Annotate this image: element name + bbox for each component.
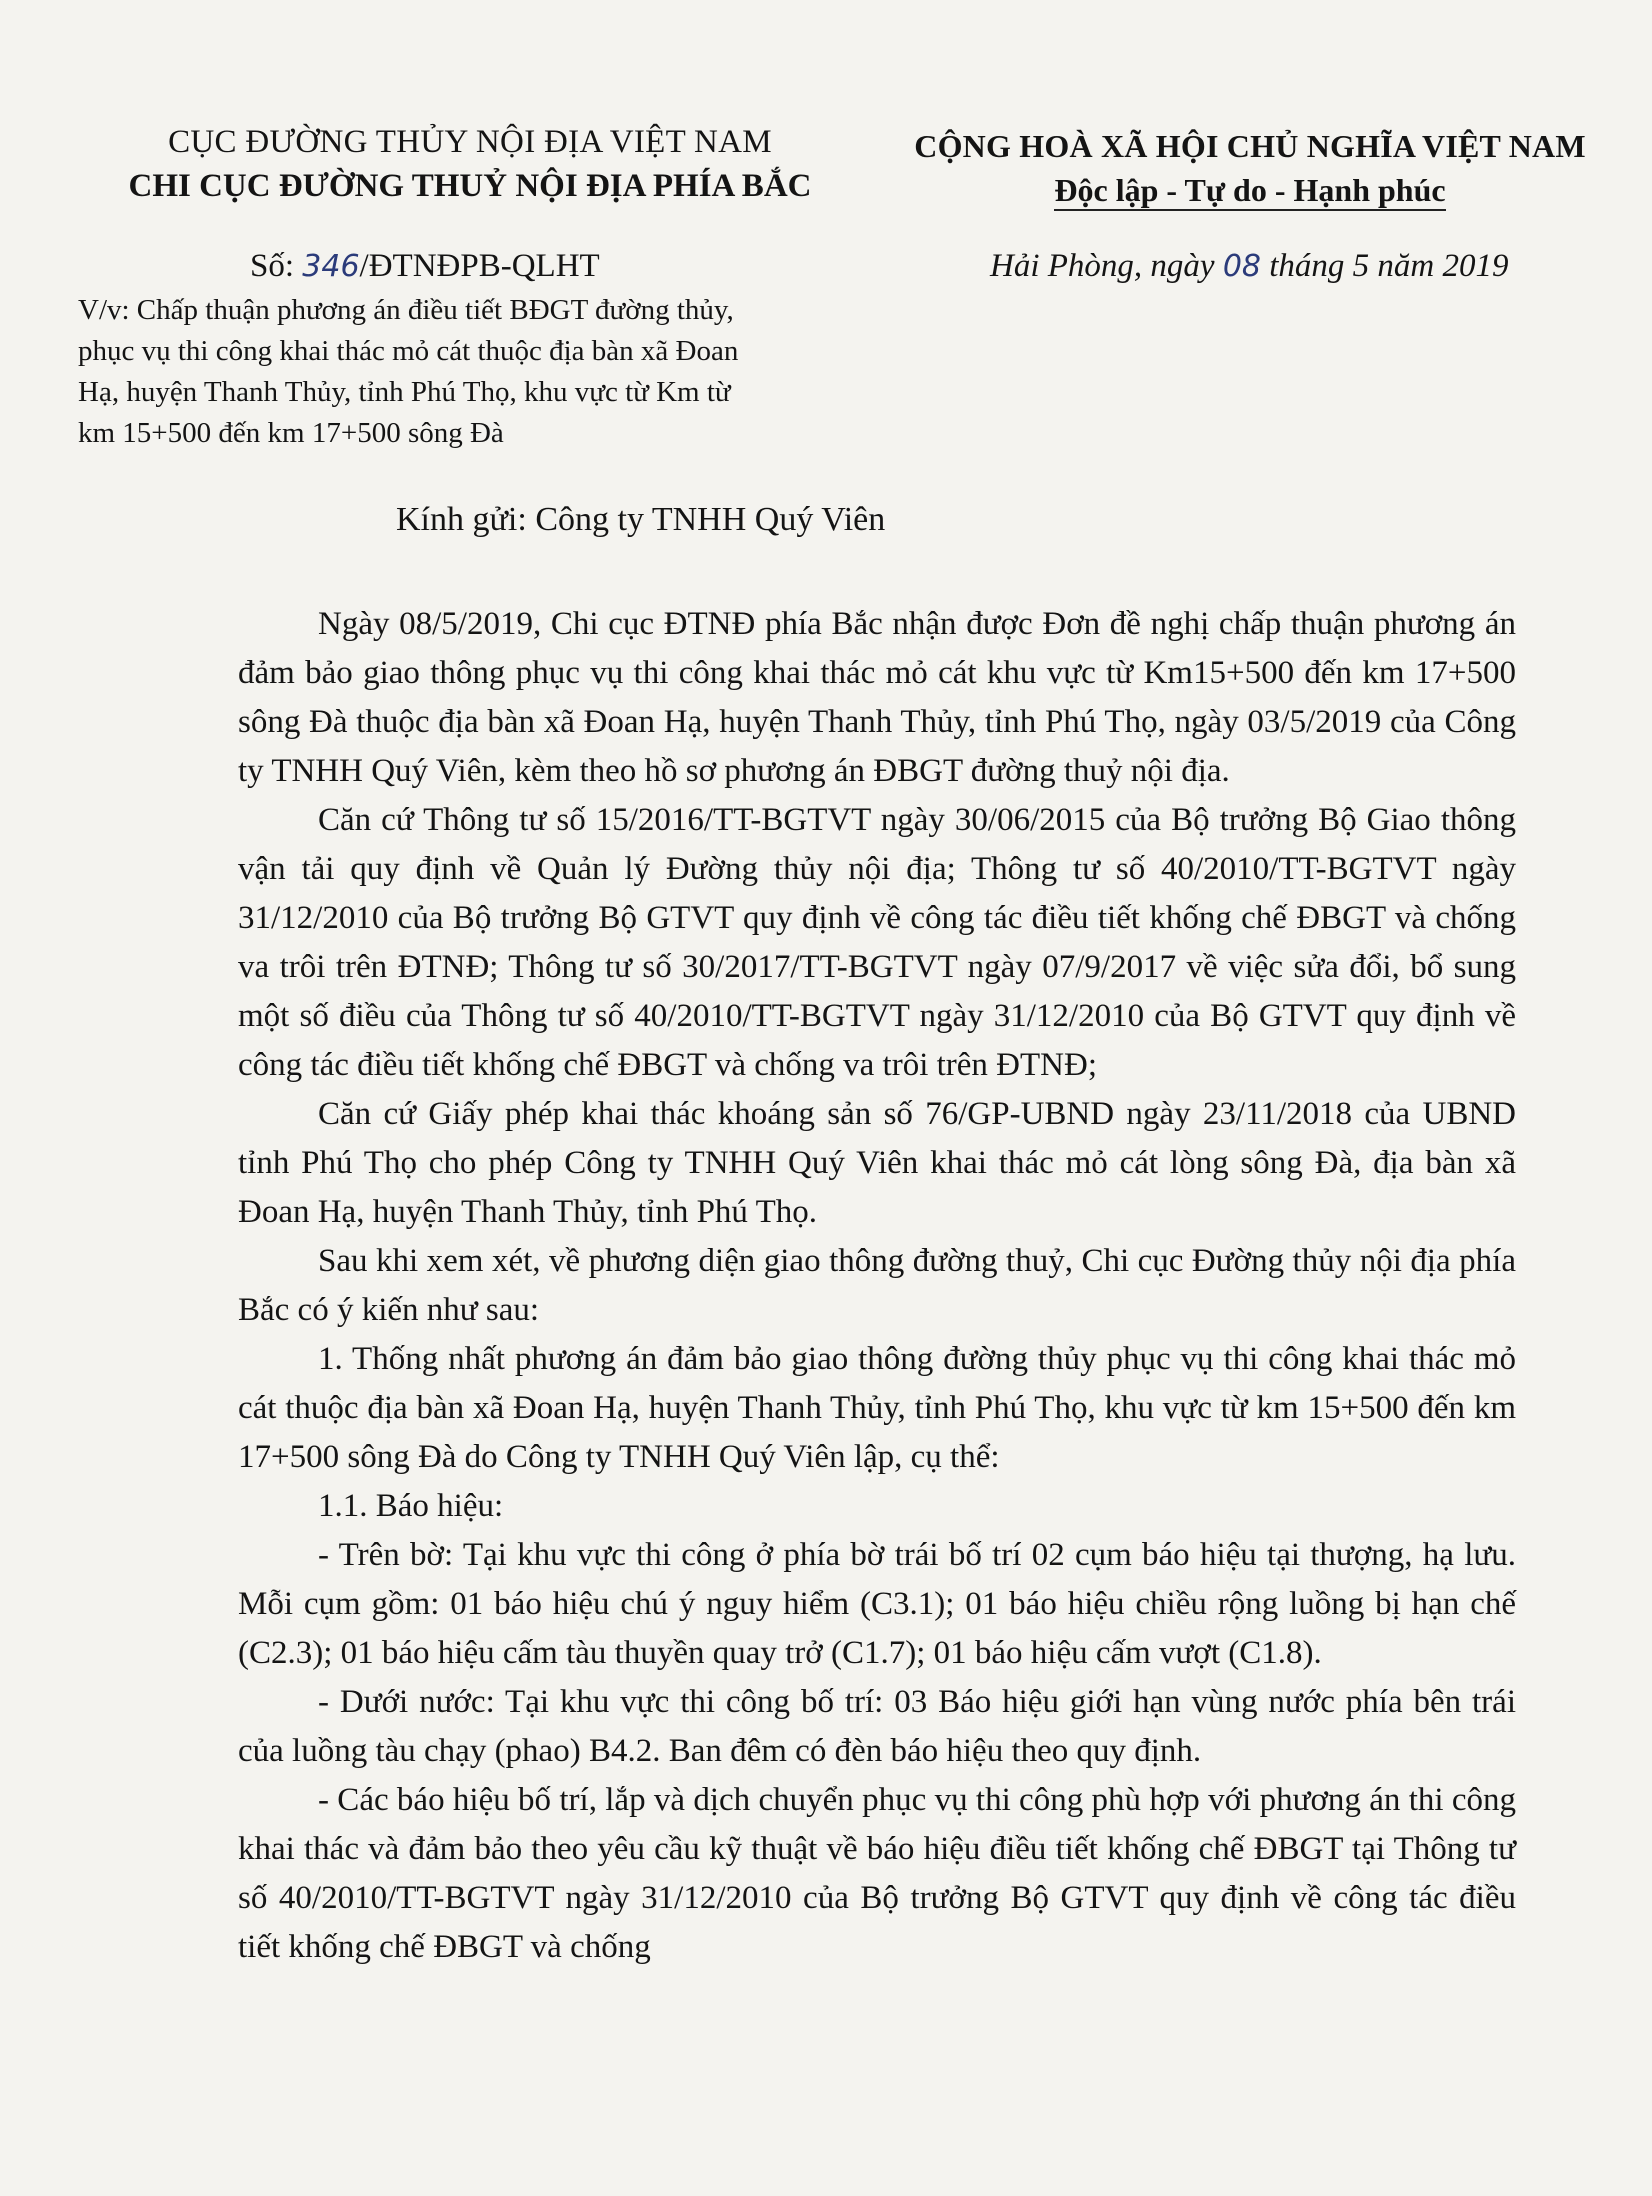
handwritten-day: 08	[1222, 249, 1261, 284]
subject-line: km 15+500 đến km 17+500 sông Đà	[78, 417, 504, 449]
recipient-line: Kính gửi: Công ty TNHH Quý Viên	[396, 501, 886, 538]
national-header	[870, 124, 1630, 212]
body-paragraph: - Trên bờ: Tại khu vực thi công ở phía bờ trái bố trí 02 cụm báo hiệu tại thượng, hạ lưu. Mỗi cụm gồm: 01 báo hiệu chú ý nguy hiểm (C3.1); 01 báo hiệu chiều rộng luồng bị hạn chế (C2.3); 01 báo hiệu cấm tàu thuyền quay trở (C1.7); 01 báo hiệu cấm vượt (C1.8).	[238, 1537, 1516, 1671]
number-prefix: Số:	[250, 248, 295, 284]
agency-name: CHI CỤC ĐƯỜNG THUỶ NỘI ĐỊA PHÍA BẮC	[128, 168, 812, 204]
subject-line: phục vụ thi công khai thác mỏ cát thuộc địa bàn xã Đoan	[78, 335, 739, 367]
subject-line: Hạ, huyện Thanh Thủy, tỉnh Phú Thọ, khu vực từ Km từ	[78, 376, 731, 408]
letter-body	[238, 600, 1516, 1972]
date-suffix: tháng 5 năm 2019	[1269, 248, 1509, 284]
section-heading: 1.1. Báo hiệu:	[318, 1488, 504, 1524]
body-paragraph: - Dưới nước: Tại khu vực thi công bố trí: 03 Báo hiệu giới hạn vùng nước phía bên trái của luồng tàu chạy (phao) B4.2. Ban đêm có đèn báo hiệu theo quy định.	[238, 1684, 1516, 1769]
body-paragraph: Căn cứ Giấy phép khai thác khoáng sản số 76/GP-UBND ngày 23/11/2018 của UBND tỉnh Phú Thọ cho phép Công ty TNHH Quý Viên khai thác mỏ cát lòng sông Đà, địa bàn xã Đoan Hạ, huyện Thanh Thủy, tỉnh Phú Thọ.	[238, 1096, 1516, 1230]
body-paragraph: Căn cứ Thông tư số 15/2016/TT-BGTVT ngày 30/06/2015 của Bộ trưởng Bộ Giao thông vận tải quy định về Quản lý Đường thủy nội địa; Thông tư số 40/2010/TT-BGTVT ngày 31/12/2010 của Bộ trưởng Bộ GTVT quy định về công tác điều tiết khống chế ĐBGT và chống va trôi trên ĐTNĐ; Thông tư số 30/2017/TT-BGTVT ngày 07/9/2017 về việc sửa đổi, bổ sung một số điều của Thông tư số 40/2010/TT-BGTVT ngày 31/12/2010 của Bộ GTVT quy định về công tác điều tiết khống chế ĐBGT và chống va trôi trên ĐTNĐ;	[238, 802, 1516, 1083]
subject-block	[78, 290, 888, 454]
document-date	[990, 244, 1509, 289]
body-paragraph: 1. Thống nhất phương án đảm bảo giao thông đường thủy phục vụ thi công khai thác mỏ cát thuộc địa bàn xã Đoan Hạ, huyện Thanh Thủy, tỉnh Phú Thọ, khu vực từ km 15+500 đến km 17+500 sông Đà do Công ty TNHH Quý Viên lập, cụ thể:	[238, 1341, 1516, 1475]
agency-header	[70, 120, 870, 208]
handwritten-number: 346	[302, 249, 360, 284]
subject-line: V/v: Chấp thuận phương án điều tiết BĐGT đường thủy,	[78, 294, 734, 326]
national-motto: Độc lập - Tự do - Hạnh phúc	[1054, 171, 1445, 211]
body-paragraph: Ngày 08/5/2019, Chi cục ĐTNĐ phía Bắc nhận được Đơn đề nghị chấp thuận phương án đảm bảo giao thông phục vụ thi công khai thác mỏ cát khu vực từ Km15+500 đến km 17+500 sông Đà thuộc địa bàn xã Đoan Hạ, huyện Thanh Thủy, tỉnh Phú Thọ, ngày 03/5/2019 của Công ty TNHH Quý Viên, kèm theo hồ sơ phương án ĐBGT đường thuỷ nội địa.	[238, 606, 1516, 789]
body-paragraph: Sau khi xem xét, về phương diện giao thông đường thuỷ, Chi cục Đường thủy nội địa phía Bắc có ý kiến như sau:	[238, 1243, 1516, 1328]
number-suffix: /ĐTNĐPB-QLHT	[359, 248, 600, 284]
parent-agency-name: CỤC ĐƯỜNG THỦY NỘI ĐỊA VIỆT NAM	[168, 124, 772, 160]
document-number	[250, 244, 600, 289]
body-paragraph: - Các báo hiệu bố trí, lắp và dịch chuyển phục vụ thi công phù hợp với phương án thi công khai thác và đảm bảo theo yêu cầu kỹ thuật về báo hiệu điều tiết khống chế ĐBGT tại Thông tư số 40/2010/TT-BGTVT ngày 31/12/2010 của Bộ trưởng Bộ GTVT quy định về công tác điều tiết khống chế ĐBGT và chống	[238, 1782, 1516, 1965]
country-name: CỘNG HOÀ XÃ HỘI CHỦ NGHĨA VIỆT NAM	[914, 128, 1586, 164]
date-prefix: Hải Phòng, ngày	[990, 248, 1215, 284]
